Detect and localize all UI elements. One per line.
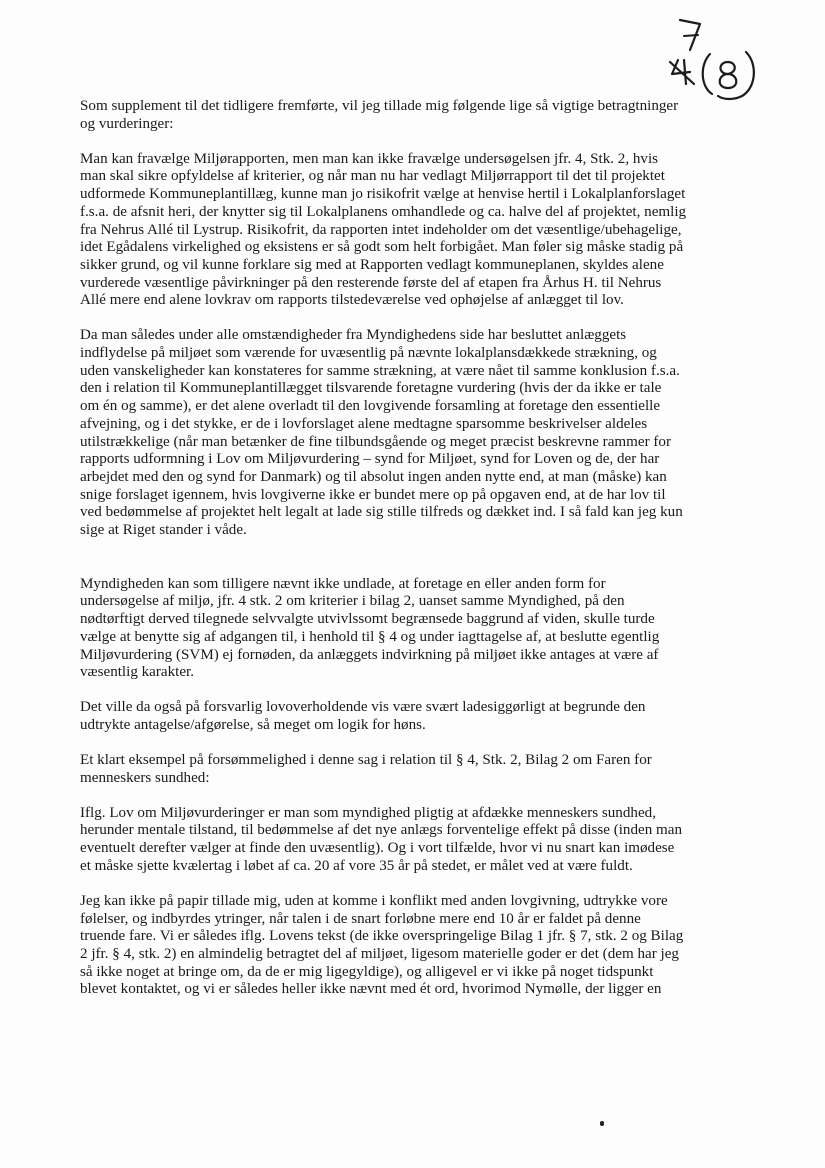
paragraph-foelelser: Jeg kan ikke på papir tillade mig, uden at komme i konflikt med anden lovgivning, udtrykke vore følelser, og indbyrdes ytringer, når talen i de snart forløbne mere end 10 år er faldet på denne truende fare. Vi er således iflg. Lovens tekst (de ikke overspringelige Bilag 1 jfr. § 7, stk. 2 og Bilag 2 jfr. § 4, stk. 2) en almindelig betragtet del af miljøet, ligesom materielle goder er det (dem har jeg så ikke noget at bringe om, da de er mig ligegyldige), og alligevel er vi ikke på noget tidspunkt blevet kontaktet, og vi er således heller ikke nævnt med ét ord, hvorimod Nymølle, der ligger en	[80, 892, 684, 998]
letter-body	[80, 98, 740, 1016]
paragraph-myndighed-beslutning: Da man således under alle omstændigheder fra Myndighedens side har besluttet anlæggets indflydelse på miljøet som værende for uvæsentlig på nævnte lokalplansdækkede strækning, og uden vanskeligheder kan konstateres for samme strækning, at være nået til samme konklusion f.s.a. den i relation til Kommuneplantillægget tilsvarende foretagne vurdering (hvis der da ikke er tale om én og samme), er det alene overladt til den lovgivende forsamling at foretage den essentielle afvejning, og i det stykke, er de i lovforslaget alene medtagne sparsomme beskrivelser aldeles utilstrækkelige (når man betænker de fine tilbundsgående og meget præcist beskrevne rammer for rapports udformning i Lov om Miljøvurdering – synd for Miljøet, synd for Loven og de, der har arbejdet med den og synd for Danmark) og til absolut ingen anden nytte end, at man (måske) kan snige forslaget igennem, hvis lovgiverne ikke er bundet mere op på opgaven end, at de har lov til ved bedømmelse af projektet helt legalt at lade sig stille tilfreds og dækket ind. I så fald kan jeg kun sige at Riget stander i våde.	[80, 327, 683, 539]
paragraph-undersoegelse: Myndigheden kan som tilligere nævnt ikke undlade, at foretage en eller anden form for undersøgelse af miljø, jfr. 4 stk. 2 om kriterier i bilag 2, uanset samme Myndighed, på den nødtørftigt derved tilegnede selvvalgte utvivlssomt begrænsede baggrund af viden, skulle turde vælge at benytte sig af adgangen til, i henhold til § 4 og under iagttagelse af, at beslutte egentlig Miljøvurdering (SVM) ej fornøden, da anlæggets indvirkning på miljøet ikke antages at være af væsentlig karakter.	[80, 575, 660, 681]
handwritten-annotation-drawing	[660, 14, 770, 104]
scan-speck	[600, 1121, 604, 1126]
paragraph-intro: Som supplement til det tidligere fremførte, vil jeg tillade mig følgende lige så vigtige betragtninger og vurderinger:	[80, 98, 679, 132]
paragraph-eksempel: Et klart eksempel på forsømmelighed i denne sag i relation til § 4, Stk. 2, Bilag 2 om Faren for menneskers sundhed:	[80, 751, 652, 786]
paragraph-logik: Det ville da også på forsvarlig lovoverholdende vis være svært ladesiggørligt at begrunde den udtrykte antagelse/afgørelse, så meget om logik for høns.	[80, 699, 646, 733]
paragraph-miljoerapport: Man kan fravælge Miljørapporten, men man kan ikke fravælge undersøgelsen jfr. 4, Stk. 2, hvis man skal sikre opfyldelse af kriterier, og når man nu har vedlagt Miljørrapport til det til projektet udformede Kommuneplantillæg, kunne man jo risikofrit vælge at henvise hertil i Lokalplanforslaget f.s.a. de afsnit heri, der knytter sig til Lokalplanens omhandlede og ca. halve del af projektet, nemlig fra Nehrus Allé til Lystrup. Risikofrit, da rapporten intet indeholder om det væsentlige/ubehagelige, idet Egådalens virkelighed og eksistens er så godt som helt forbigået. Man føler sig måske stadig på sikker grund, og vil kunne forklare sig med at Rapporten vedlagt kommuneplanen, skyldes alene vurderede væsentlige påvirkninger på den resterende første del af etapen fra Århus H. til Nehrus Allé mere end alene lovkrav om rapports tilstedeværelse ved ophøjelse af anlægget til lov.	[80, 150, 687, 309]
paragraph-sundhed: Iflg. Lov om Miljøvurderinger er man som myndighed pligtig at afdække menneskers sundhed, herunder mentale tilstand, til bedømmelse af det nye anlægs forventelige effekt på disse (inden man eventuelt derefter vælger at finde den uvæsentlig). Og i vort tilfælde, hvor vi nu snart kan imødese et måske sjette kvælertag i løbet af ca. 20 af vore 35 år på stedet, er målet ved at være fuldt.	[80, 804, 683, 874]
handwritten-page-number	[660, 14, 770, 104]
